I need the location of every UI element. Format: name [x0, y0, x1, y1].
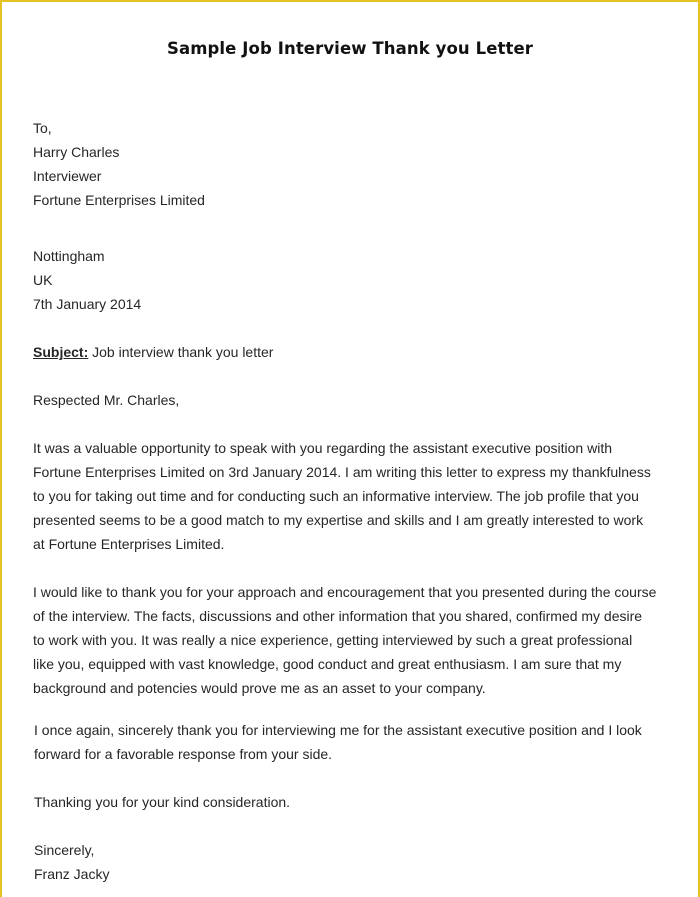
paragraph-line: to work with you. It was really a nice experience, getting interviewed by such a great professional — [33, 632, 633, 648]
greeting-line — [33, 388, 179, 412]
paragraph-line: at Fortune Enterprises Limited. — [33, 536, 225, 552]
signature-block — [34, 838, 109, 886]
letter-date: 7th January 2014 — [33, 296, 142, 312]
recipient-company: Fortune Enterprises Limited — [33, 192, 205, 208]
page-title: Sample Job Interview Thank you Letter — [166, 39, 534, 58]
paragraph-line: to you for taking out time and for conducting such an informative interview. The job profile that you — [33, 488, 639, 504]
paragraph-line: presented seems to be a good match to my expertise and skills and I am greatly interested to work — [33, 512, 644, 528]
paragraph-line: forward for a favorable response from your side. — [34, 746, 333, 762]
paragraph-line: Fortune Enterprises Limited on 3rd January 2014. I am writing this letter to express my thankfulness — [33, 464, 651, 480]
recipient-address-block — [33, 116, 205, 212]
subject-text: Job interview thank you letter — [88, 344, 274, 360]
paragraph-line: of the interview. The facts, discussions and other information that you shared, confirmed my desire — [33, 608, 643, 624]
sign-off: Sincerely, — [34, 842, 95, 858]
paragraph-line: background and potencies would prove me as an asset to your company. — [33, 680, 486, 696]
recipient-name: Harry Charles — [33, 144, 120, 160]
paragraph-line: I would like to thank you for your approach and encouragement that you presented during the course — [33, 584, 657, 600]
recipient-country: UK — [33, 272, 53, 288]
closing-text: Thanking you for your kind consideration. — [34, 794, 291, 810]
paragraph-line: like you, equipped with vast knowledge, good conduct and great enthusiasm. I am sure that my — [33, 656, 622, 672]
body-paragraph-2 — [33, 580, 656, 700]
body-paragraph-3 — [34, 718, 642, 766]
subject-line — [33, 340, 273, 364]
greeting: Respected Mr. Charles, — [33, 392, 180, 408]
body-paragraph-1 — [33, 436, 651, 556]
paragraph-line: It was a valuable opportunity to speak with you regarding the assistant executive position with — [33, 440, 612, 456]
closing-line — [34, 790, 290, 814]
recipient-salutation: To, — [33, 120, 52, 136]
paragraph-line: I once again, sincerely thank you for interviewing me for the assistant executive position and I look — [34, 722, 642, 738]
recipient-city: Nottingham — [33, 248, 105, 264]
subject-label: Subject: — [33, 344, 89, 360]
recipient-role: Interviewer — [33, 168, 102, 184]
signature-name: Franz Jacky — [34, 866, 110, 882]
location-date-block — [33, 244, 141, 316]
